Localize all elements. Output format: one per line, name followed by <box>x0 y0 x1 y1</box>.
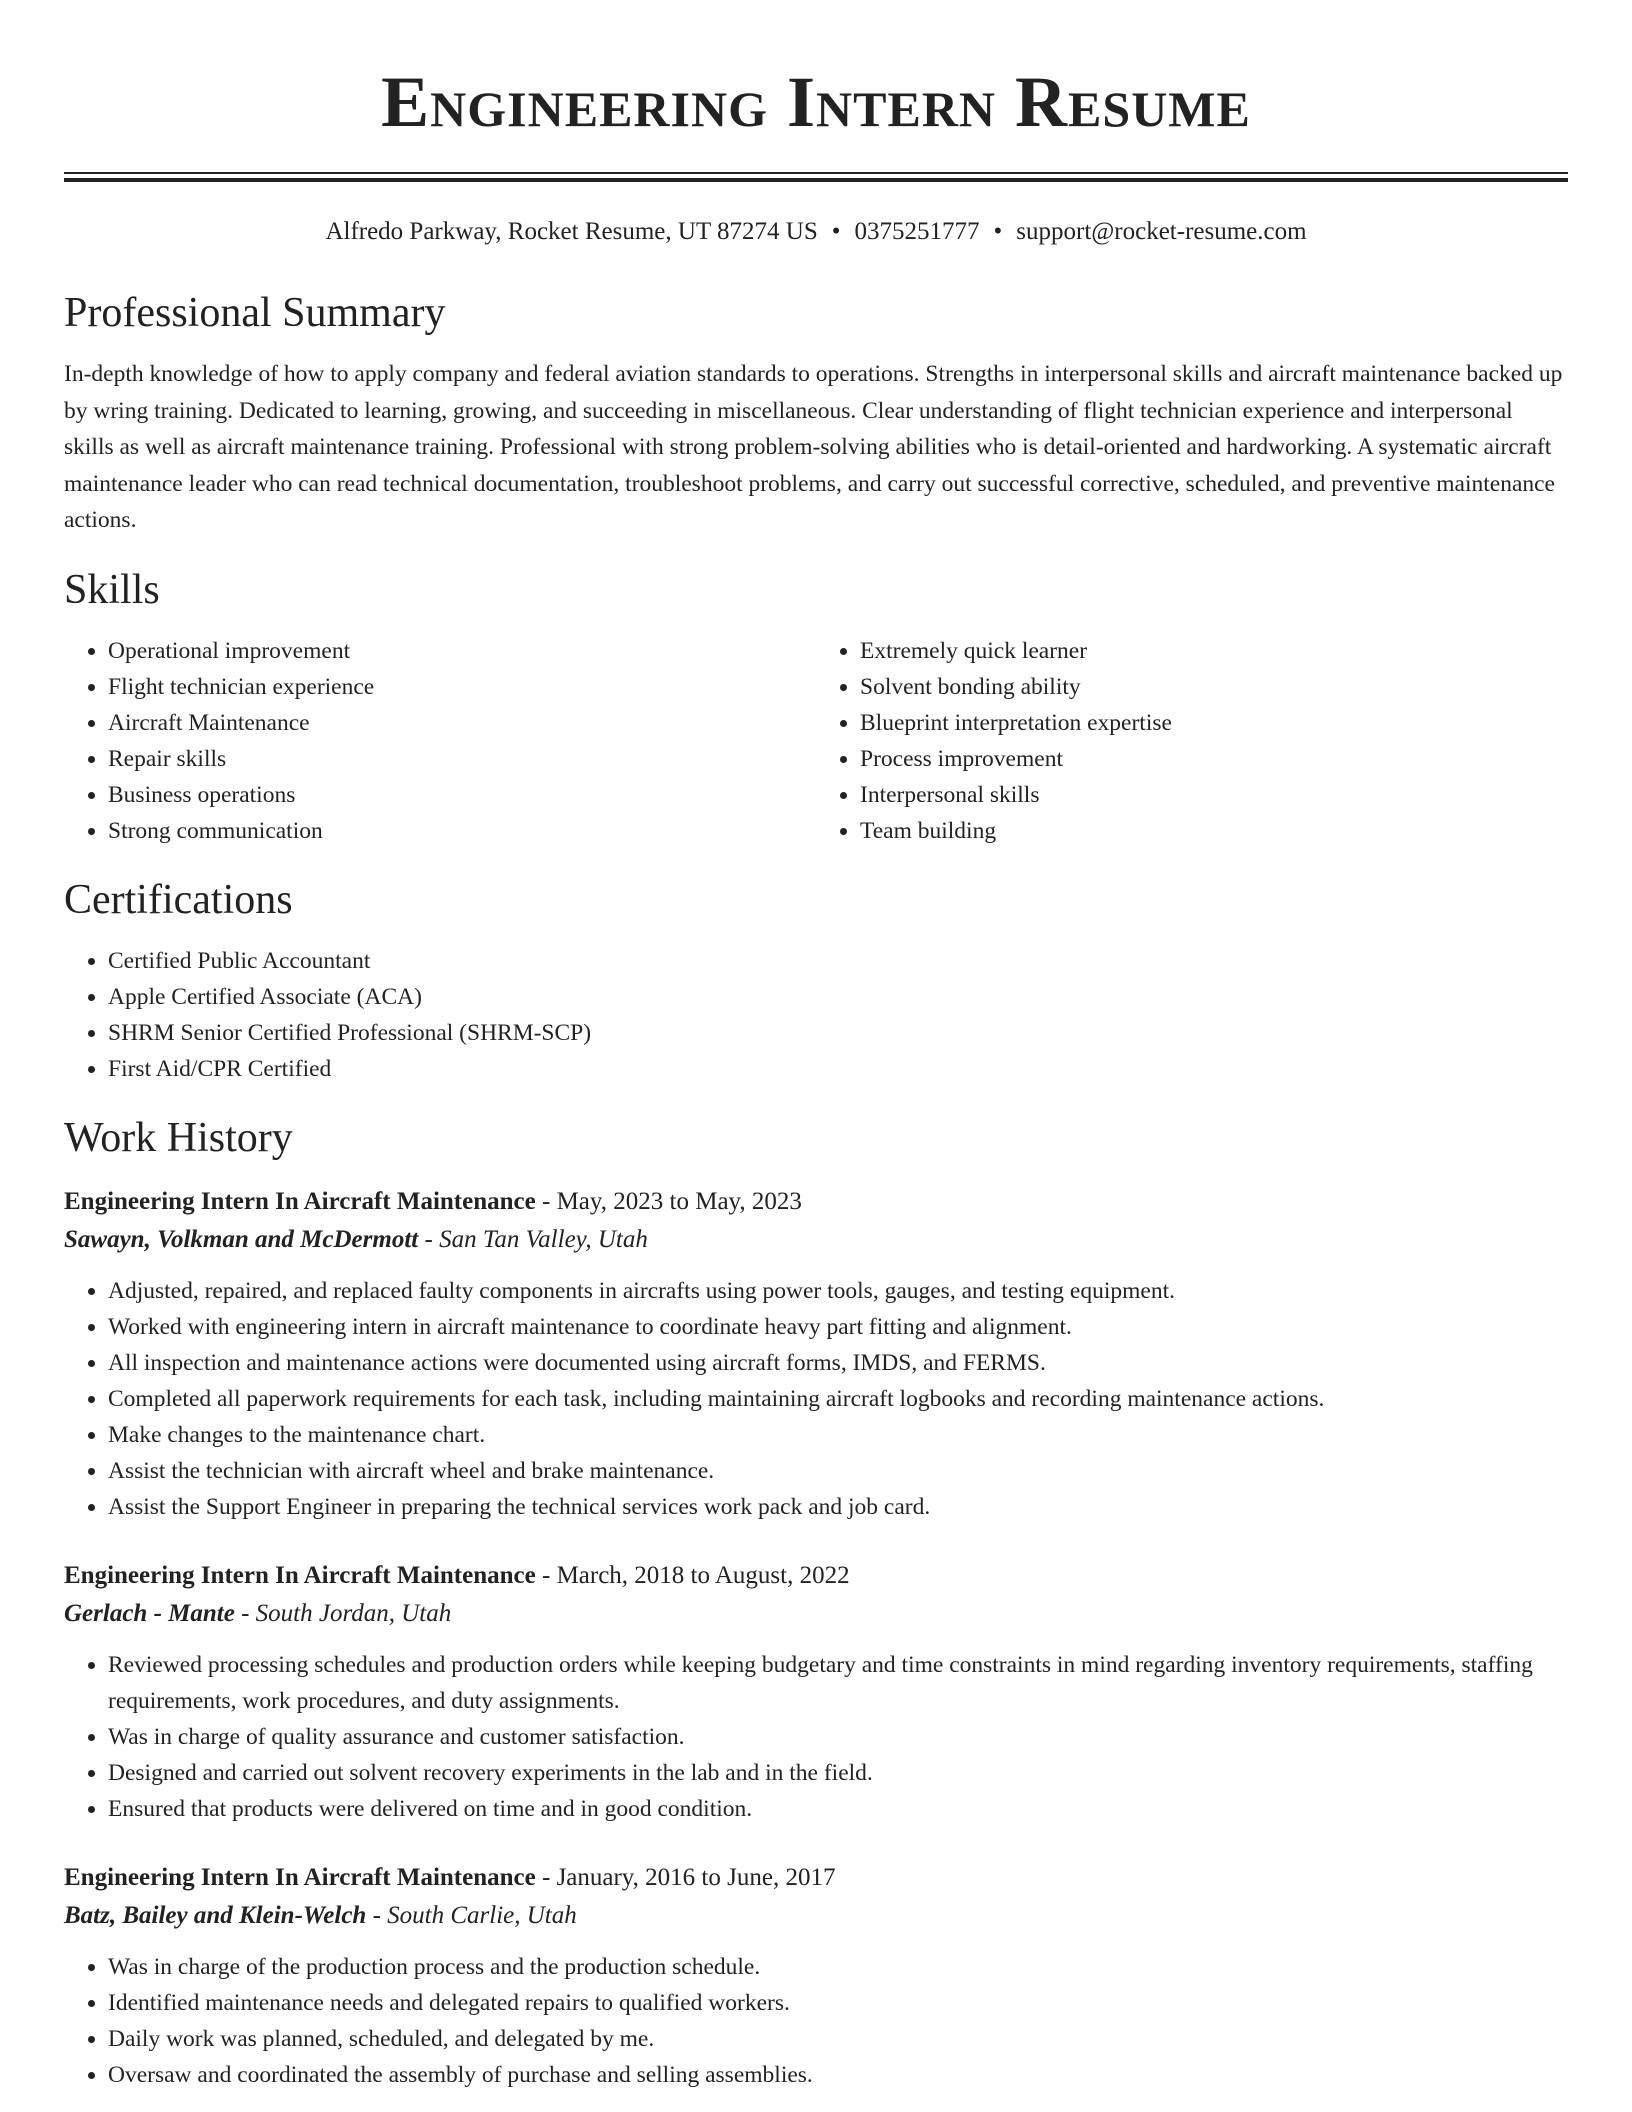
skills-list-left <box>64 633 816 849</box>
job-company: Sawayn, Volkman and McDermott <box>64 1225 419 1253</box>
job-bullets <box>64 1273 1568 1525</box>
certifications-list <box>64 943 1568 1087</box>
list-item: • Was in charge of quality assurance and customer satisfaction. <box>108 1719 1568 1755</box>
job-company-line <box>64 1221 1568 1259</box>
job-company: Batz, Bailey and Klein-Welch <box>64 1901 367 1929</box>
job-bullets <box>64 1647 1568 1827</box>
list-item: • Identified maintenance needs and delegated repairs to qualified workers. <box>108 1985 1568 2021</box>
list-item: • Extremely quick learner <box>860 633 1568 669</box>
list-item: • Certified Public Accountant <box>108 943 1568 979</box>
job-role: Engineering Intern In Aircraft Maintenance <box>64 1561 536 1589</box>
list-item: • Worked with engineering intern in aircraft maintenance to coordinate heavy part fitting and alignment. <box>108 1309 1568 1345</box>
contact-line <box>64 216 1568 248</box>
job-entry <box>64 1859 1568 2093</box>
job-location: South Carlie, Utah <box>387 1901 577 1929</box>
dash: - <box>535 1561 557 1589</box>
list-item: • Ensured that products were delivered on time and in good condition. <box>108 1791 1568 1827</box>
list-item: • SHRM Senior Certified Professional (SHRM-SCP) <box>108 1015 1568 1051</box>
list-item: • Solvent bonding ability <box>860 669 1568 705</box>
summary-text: In-depth knowledge of how to apply company and federal aviation standards to operations. Strengths in interpersonal skills and aircraft maintenance backed up by wring training. Dedicated to learning, growing, and succeeding in miscellaneous. Clear understanding of flight technician experience and interpersonal skills as well as aircraft maintenance training. Professional with strong problem-solving abilities who is detail-oriented and hardworking. A systematic aircraft maintenance leader who can read technical documentation, troubleshoot problems, and carry out successful corrective, scheduled, and preventive maintenance actions. <box>64 361 1563 533</box>
list-item: • Blueprint interpretation expertise <box>860 705 1568 741</box>
list-item: • First Aid/CPR Certified <box>108 1051 1568 1087</box>
job-company-line <box>64 1897 1568 1935</box>
list-item: • Business operations <box>108 777 816 813</box>
list-item: • Interpersonal skills <box>860 777 1568 813</box>
skills-list-right <box>816 633 1568 849</box>
dash: - <box>234 1599 256 1627</box>
list-item: • Assist the Support Engineer in preparing the technical services work pack and job card. <box>108 1489 1568 1525</box>
contact-separator: • <box>993 218 1003 245</box>
contact-separator: • <box>831 218 841 245</box>
work-history-heading: Work History <box>64 1114 293 1161</box>
job-role: Engineering Intern In Aircraft Maintenance <box>64 1863 536 1891</box>
job-dates: March, 2018 to August, 2022 <box>556 1561 850 1589</box>
list-item: • Flight technician experience <box>108 669 816 705</box>
job-title-line <box>64 1183 1568 1221</box>
list-item: • Completed all paperwork requirements for each task, including maintaining aircraft logbooks and recording maintenance actions. <box>108 1381 1568 1417</box>
list-item: • Was in charge of the production process and the production schedule. <box>108 1949 1568 1985</box>
list-item: • Team building <box>860 813 1568 849</box>
summary-heading: Professional Summary <box>64 290 446 336</box>
job-location: San Tan Valley, Utah <box>439 1225 648 1253</box>
dash: - <box>535 1187 557 1215</box>
list-item: • All inspection and maintenance actions were documented using aircraft forms, IMDS, and FERMS. <box>108 1345 1568 1381</box>
page-title: Engineering Intern Resume <box>381 62 1251 142</box>
job-entry <box>64 1557 1568 1827</box>
job-title-line <box>64 1557 1568 1595</box>
job-location: South Jordan, Utah <box>255 1599 452 1627</box>
job-bullets <box>64 1949 1568 2093</box>
list-item: • Designed and carried out solvent recovery experiments in the lab and in the field. <box>108 1755 1568 1791</box>
skills-columns <box>64 633 1568 849</box>
title-divider <box>64 172 1568 182</box>
certifications-heading: Certifications <box>64 876 293 923</box>
contact-email[interactable]: support@rocket-resume.com <box>1016 218 1307 245</box>
list-item: • Repair skills <box>108 741 816 777</box>
job-dates: May, 2023 to May, 2023 <box>556 1187 802 1215</box>
list-item: • Adjusted, repaired, and replaced faulty components in aircrafts using power tools, gauges, and testing equipment. <box>108 1273 1568 1309</box>
list-item: • Oversaw and coordinated the assembly of purchase and selling assemblies. <box>108 2057 1568 2093</box>
list-item: • Make changes to the maintenance chart. <box>108 1417 1568 1453</box>
job-dates: January, 2016 to June, 2017 <box>556 1863 836 1891</box>
list-item: • Assist the technician with aircraft wheel and brake maintenance. <box>108 1453 1568 1489</box>
contact-address: Alfredo Parkway, Rocket Resume, UT 87274 US <box>325 218 818 245</box>
contact-phone: 0375251777 <box>854 218 980 245</box>
dash: - <box>366 1901 388 1929</box>
job-role: Engineering Intern In Aircraft Maintenance <box>64 1187 536 1215</box>
list-item: • Reviewed processing schedules and production orders while keeping budgetary and time constraints in mind regarding inventory requirements, staffing requirements, work procedures, and duty assignments. <box>108 1647 1568 1719</box>
dash: - <box>418 1225 440 1253</box>
job-title-line <box>64 1859 1568 1897</box>
resume-page <box>64 0 1568 2093</box>
list-item: • Strong communication <box>108 813 816 849</box>
list-item: • Daily work was planned, scheduled, and delegated by me. <box>108 2021 1568 2057</box>
list-item: • Aircraft Maintenance <box>108 705 816 741</box>
list-item: • Apple Certified Associate (ACA) <box>108 979 1568 1015</box>
job-company-line <box>64 1595 1568 1633</box>
dash: - <box>535 1863 557 1891</box>
list-item: • Process improvement <box>860 741 1568 777</box>
skills-heading: Skills <box>64 566 160 613</box>
job-company: Gerlach - Mante <box>64 1599 235 1627</box>
list-item: • Operational improvement <box>108 633 816 669</box>
job-entry <box>64 1183 1568 1525</box>
